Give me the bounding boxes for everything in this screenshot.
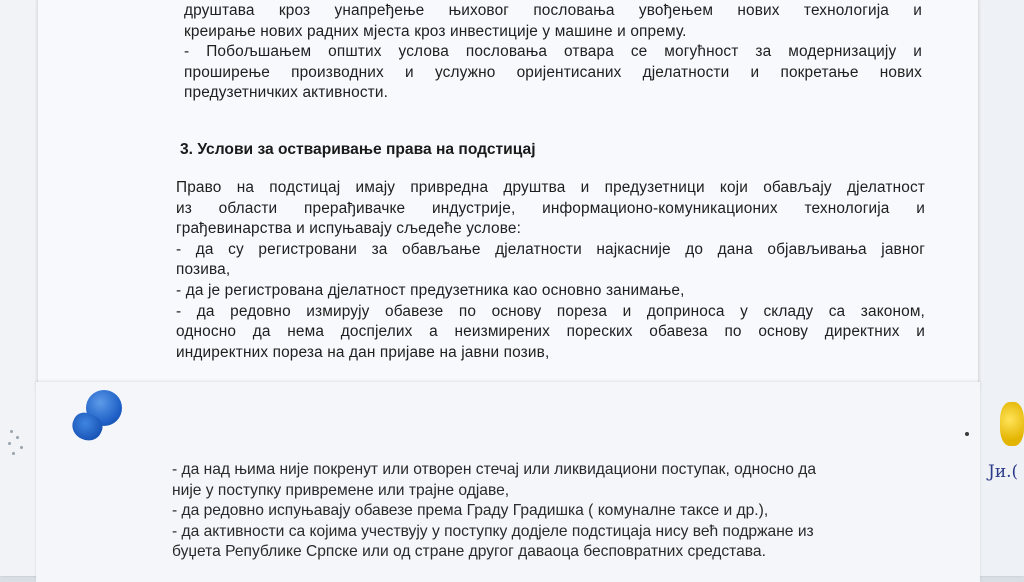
- paper-mark: [965, 432, 969, 436]
- text-line: позива,: [176, 261, 231, 279]
- text-line: - да је регистрована дјелатност предузетника као основно занимање,: [176, 281, 685, 299]
- text-line: односно да нема доспјелих а неизмирених пореских обавеза по основу директних и: [176, 323, 925, 341]
- text-line: друштава кроз унапређење њиховог пословања увођењем нових технологија и: [184, 2, 922, 19]
- text-line: Право на подстицај имају привредна друштва и предузетници који обављају дјелатност: [176, 179, 925, 196]
- text-line: - да редовно измирују обавезе по основу пореза и доприноса у складу са законом,: [176, 302, 925, 320]
- text-line: индиректних пореза на дан пријаве на јавни позив,: [176, 343, 550, 361]
- text-line: - да активности са којима учествују у поступку додјеле подстицаја нису већ подржане из: [172, 522, 814, 540]
- section-heading: 3. Услови за остваривање права на подстицај: [180, 141, 536, 158]
- text-line: није у поступку привремене или трајне одјаве,: [172, 481, 510, 499]
- text-line: проширење производних и услужно оријентисаних дјелатности и покретање нових: [184, 63, 922, 81]
- intro-paragraph: [184, 1, 922, 104]
- conditions-paragraph: [176, 178, 925, 363]
- continued-conditions: [172, 460, 934, 563]
- text-line: предузетничких активности.: [184, 84, 389, 102]
- text-line: креирање нових радних мјеста кроз инвестиције у машине и опрему.: [184, 22, 687, 40]
- text-line: - да су регистровани за обављање дјелатности најкасније до дана објављивања јавног: [176, 240, 925, 258]
- text-line: из области прерађивачке индустрије, информационо-комуникационих технологија и: [176, 199, 925, 217]
- handwritten-note: Ји.(: [988, 462, 1019, 482]
- text-line: - да над њима није покренут или отворен стечај или ликвидациони поступак, односно да: [172, 461, 817, 478]
- blue-pushpin-icon: [70, 390, 130, 446]
- text-line: буџета Републике Српске или од стране другог даваоца бесповратних средстава.: [172, 543, 766, 561]
- text-line: грађевинарства и испуњавају сљедеће услове:: [176, 220, 522, 238]
- right-adjacent-sheet: [978, 0, 1024, 576]
- text-line: - Побољшањем општих услова пословања отвара се могућност за модернизацију и: [184, 43, 922, 61]
- yellow-pushpin-icon: [1000, 402, 1024, 446]
- left-adjacent-sheet: [0, 0, 40, 576]
- text-line: - да редовно испуњавају обавезе према Граду Градишка ( комуналне таксе и др.),: [172, 502, 769, 520]
